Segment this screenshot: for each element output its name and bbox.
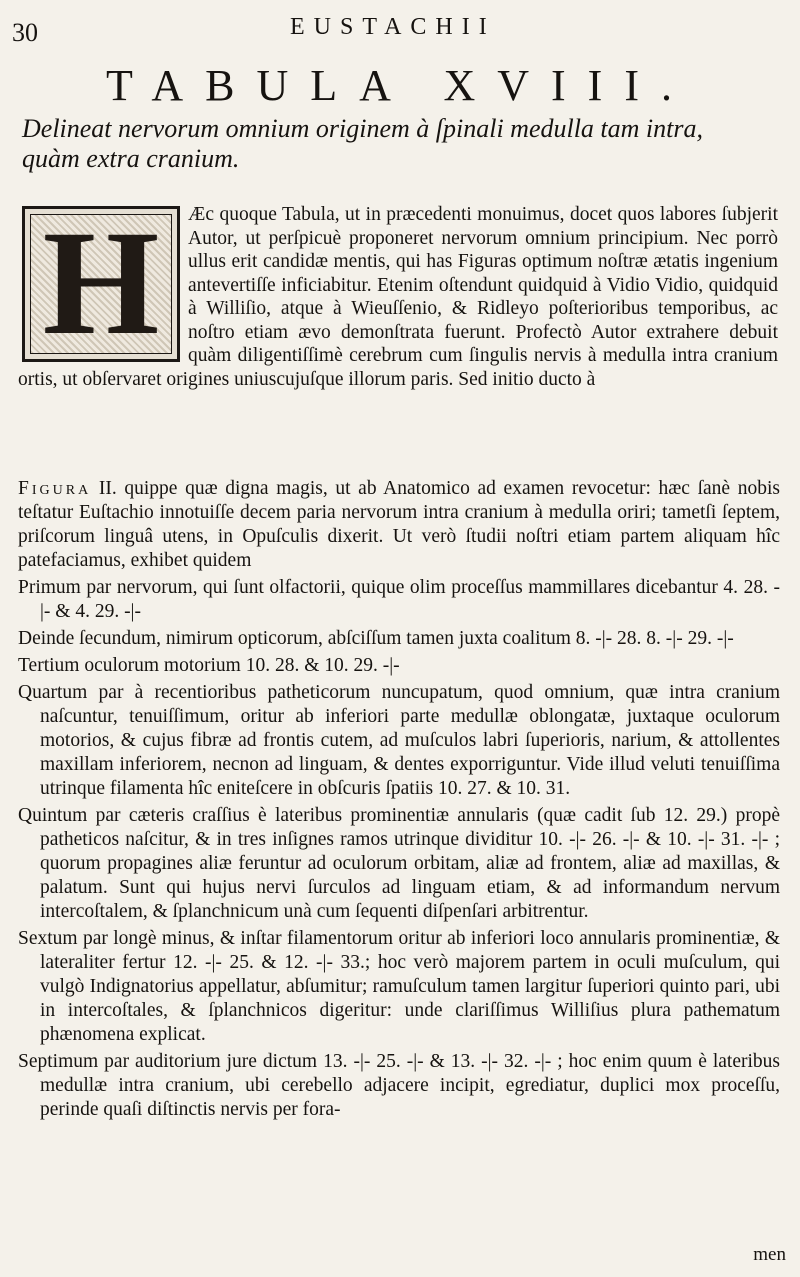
plate-subtitle: Delineat nervorum omnium originem à ſpinali medulla tam intra, quàm extra cranium. [22,114,704,173]
page-number: 30 [12,18,38,47]
paragraph-first-pair: Primum par nervorum, qui ſunt olfactorii, quique olim proceſſus mammillares dicebantur 4. 28. -|- & 4. 29. -|- [18,577,780,622]
paragraph-third-pair: Tertium oculorum motorium 10. 28. & 10. 29. -|- [18,655,400,676]
catchword: men [753,1244,786,1265]
paragraph-fourth-pair: Quartum par à recentioribus patheticorum nuncupatum, quod omnium, quæ intra cranium naſcuntur, tenuiſſimum, oritur ab inferiori parte medullæ oblongatæ, juxtaque oculorum motorios, & cujus fibræ ad frontis cutem, ad muſculos labri ſuperioris, narium, & attollentes maxillam inferiorem, necnon ad linguam, & dentes exporriguntur. Vide illud veluti tenuiſſima utrinque filamenta hîc eniteſcere in obſcuris ſpatiis 10. 27. & 10. 31. [18,682,780,799]
decorated-initial [22,206,180,362]
plate-title: TABULA XVIII. [106,61,694,110]
running-head: EUSTACHII [290,14,496,40]
paragraph-sixth-pair: Sextum par longè minus, & inſtar filamentorum oritur ab inferiori loco annularis prominentiæ, & lateraliter fertur 12. -|- 25. & 12. -|- 33.; hoc verò majorem partem in oculi muſculum, qui vulgò Indignatorius appellatur, abſumitur; ramuſculum tamen largitur ſuperiori quinto pari, ubi in intercoſtales, & ſplanchnicos digeritur: unde clariſſimus Williſius plura pathematum phænomena explicat. [18,928,780,1045]
body-text [18,477,780,1125]
figure-label: Figura [18,478,92,499]
intro-text: Æc quoque Tabula, ut in præcedenti monuimus, docet quos labores ſubjerit Autor, ut perſpicuè proponeret nervorum omnium principium. Nec porrò ullus erit candidæ mentis, qui has Figuras optimum noſtræ ætatis ingenium antevertiſſe inficiabitur. Etenim oſtendunt quidquid à Vidio Vidio, quidquid à Williſio, atque à Wieuſſenio, & Ridleyo poſterioribus temporibus, ac noſtro etiam ævo demonſtrata fuerunt. Profectò Autor extrahere debuit quàm diligentiſſimè cerebrum cum ſingulis nervis à medulla intra cranium ortis, ut obſervaret origines uniuscujuſque illorum paris. Sed initio ducto à [18,204,778,390]
intro-paragraph [18,203,778,391]
paragraph-seventh-pair: Septimum par auditorium jure dictum 13. -|- 25. -|- & 13. -|- 32. -|- ; hoc enim quum è lateribus medullæ intra cranium, ubi cerebello adjacere incipit, egrediatur, duplici mox proceſſu, perinde quaſi diſtinctis nervis per fora- [18,1051,780,1120]
paragraph-second-pair: Deinde ſecundum, nimirum opticorum, abſciſſum tamen juxta coalitum 8. -|- 28. 8. -|- 29. -|- [18,628,734,649]
drop-cap-letter: H [42,206,160,362]
figure-paragraph-text: II. quippe quæ digna magis, ut ab Anatomico ad examen revocetur: hæc ſanè nobis teſtatur Euſtachio innotuiſſe decem paria nervorum intra cranium à medulla oriri; tametſi ſeptem, priſcorum linguâ utens, in Opuſculis dixerit. Ut verò ſtudii noſtri etiam partem aliquam hîc patefaciamus, exhibet quidem [18,478,780,571]
figure-paragraph [18,477,780,573]
paragraph-fifth-pair: Quintum par cæteris craſſius è lateribus prominentiæ annularis (quæ cadit ſub 12. 29.) propè patheticos naſcitur, & in tres inſignes ramos utrinque dividitur 10. -|- 26. -|- & 10. -|- 31. -|- ; quorum propagines aliæ feruntur ad oculorum orbitam, aliæ ad frontem, aliæ ad maxillas, & palatum. Sunt qui hujus nervi ſurculos ad linguam etiam, & ad informandum nervum intercoſtalem, & ſplanchnicum unà cum ſequenti diſpenſari arbitrentur. [18,805,780,922]
